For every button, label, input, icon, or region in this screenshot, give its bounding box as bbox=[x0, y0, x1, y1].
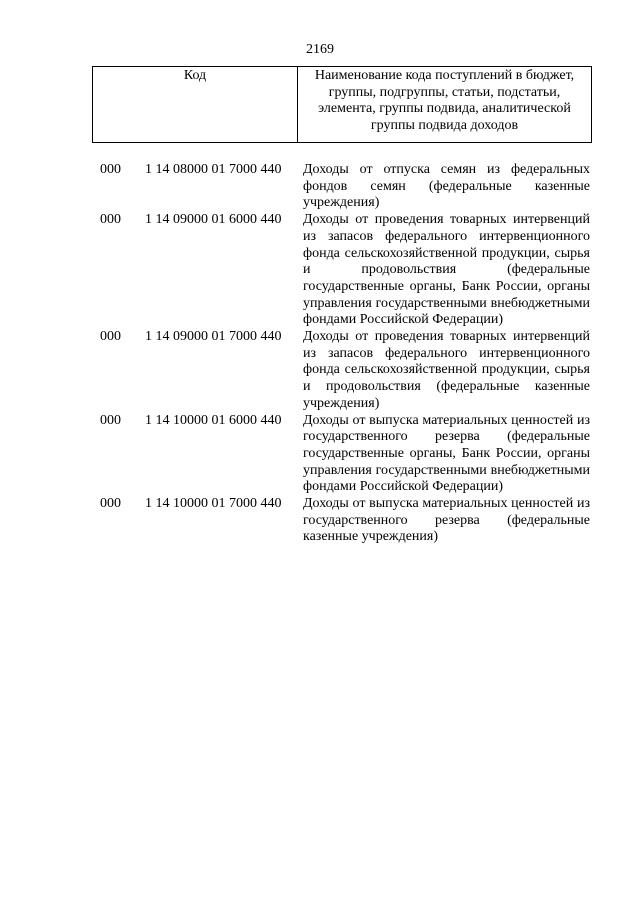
row-revenue-code: 1 14 09000 01 7000 440 bbox=[145, 329, 282, 345]
table-body bbox=[100, 162, 590, 546]
row-revenue-code: 1 14 08000 01 7000 440 bbox=[145, 162, 282, 177]
table-header bbox=[92, 66, 592, 143]
row-description: Доходы от выпуска материальных ценностей из государственного резерва (федеральные государственные органы, Банк России, органы управления государственными внебюджетными фондами Российской Федерации) bbox=[303, 412, 590, 495]
page-number: 2169 bbox=[306, 42, 334, 57]
header-code-column: Код bbox=[93, 67, 298, 142]
row-admin-code: 000 bbox=[100, 329, 121, 345]
table-row bbox=[100, 413, 590, 497]
row-admin-code: 000 bbox=[100, 412, 121, 428]
row-description: Доходы от проведения товарных интервенций из запасов федерального интервенционного фонда сельскохозяйственной продукции, сырья и продовольствия (федеральные государственные органы, Банк России, органы управления государственными внебюджетными фондами Российской Федерации) bbox=[303, 212, 590, 328]
table-row bbox=[100, 496, 590, 546]
table-row bbox=[100, 329, 590, 413]
row-description: Доходы от проведения товарных интервенций из запасов федерального интервенционного фонда сельскохозяйственной продукции, сырья и продовольствия (федеральные казенные учреждения) bbox=[303, 329, 590, 411]
row-admin-code: 000 bbox=[100, 162, 121, 177]
row-description: Доходы от отпуска семян из федеральных фондов семян (федеральные казенные учреждения) bbox=[303, 162, 590, 211]
row-admin-code: 000 bbox=[100, 496, 121, 512]
row-revenue-code: 1 14 10000 01 6000 440 bbox=[145, 412, 282, 428]
row-description: Доходы от выпуска материальных ценностей из государственного резерва (федеральные казенные учреждения) bbox=[303, 496, 590, 545]
row-revenue-code: 1 14 10000 01 7000 440 bbox=[145, 496, 282, 512]
header-name-column: Наименование кода поступлений в бюджет, группы, подгруппы, статьи, подстатьи, элемента, группы подвида, аналитической группы подвида доходов bbox=[314, 68, 575, 133]
row-revenue-code: 1 14 09000 01 6000 440 bbox=[145, 212, 282, 228]
table-row bbox=[100, 162, 590, 212]
row-admin-code: 000 bbox=[100, 212, 121, 228]
table-row bbox=[100, 212, 590, 329]
